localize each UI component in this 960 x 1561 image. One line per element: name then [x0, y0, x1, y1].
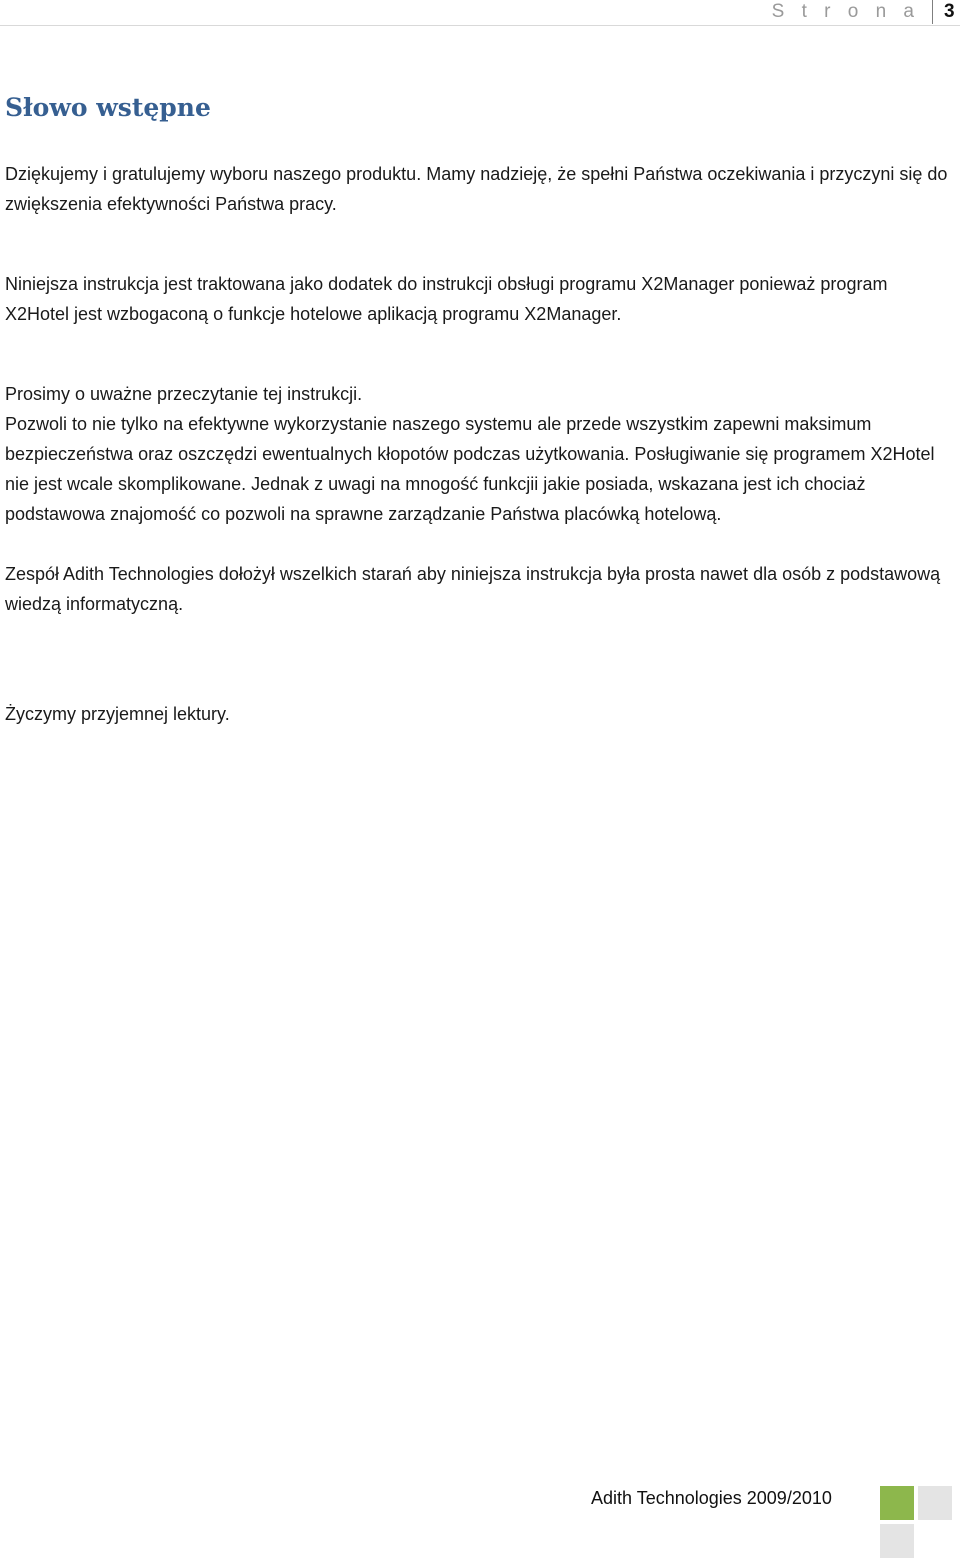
page-footer: [0, 1480, 960, 1561]
paragraph-thanks: Dziękujemy i gratulujemy wyboru naszego produktu. Mamy nadzieję, że spełni Państwa oczekiwania i przyczyni się do zwiększenia efektywności Państwa pracy.: [5, 164, 948, 214]
paragraph-closing: Życzymy przyjemnej lektury.: [5, 704, 230, 724]
header-separator: [932, 0, 933, 24]
paragraph-benefits: Pozwoli to nie tylko na efektywne wykorzystanie naszego systemu ale przede wszystkim zapewni maksimum bezpieczeństwa oraz oszczędzi ewentualnych kłopotów podczas użytkowania. Posługiwanie się programem X2Hotel nie jest wcale skomplikowane. Jednak z uwagi na mnogość funkcjii jakie posiada, wskazana jest ich chociaż podstawowa znajomość co pozwoli na sprawne zarządzanie Państwa placówką hotelową.: [5, 414, 935, 524]
page-label: S t r o n a: [771, 1, 920, 22]
section-title: Słowo wstępne: [5, 93, 211, 122]
footer-text: Adith Technologies 2009/2010: [591, 1488, 832, 1508]
page-header: [0, 0, 960, 26]
document-body: [5, 90, 950, 729]
footer-square-gray-bottom: [880, 1524, 914, 1558]
paragraph-addendum: Niniejsza instrukcja jest traktowana jako dodatek do instrukcji obsługi programu X2Manager ponieważ program X2Hotel jest wzbogaconą o funkcje hotelowe aplikacją programu X2Manager.: [5, 274, 888, 324]
header-rule: [0, 25, 960, 26]
page-number: 3: [944, 1, 955, 22]
paragraph-team: Zespół Adith Technologies dołożył wszelkich starań aby niniejsza instrukcja była prosta nawet dla osób z podstawową wiedzą informatyczną.: [5, 564, 941, 614]
paragraph-request: Prosimy o uważne przeczytanie tej instrukcji.: [5, 384, 363, 404]
footer-square-green: [880, 1486, 914, 1520]
footer-square-gray-right: [918, 1486, 952, 1520]
